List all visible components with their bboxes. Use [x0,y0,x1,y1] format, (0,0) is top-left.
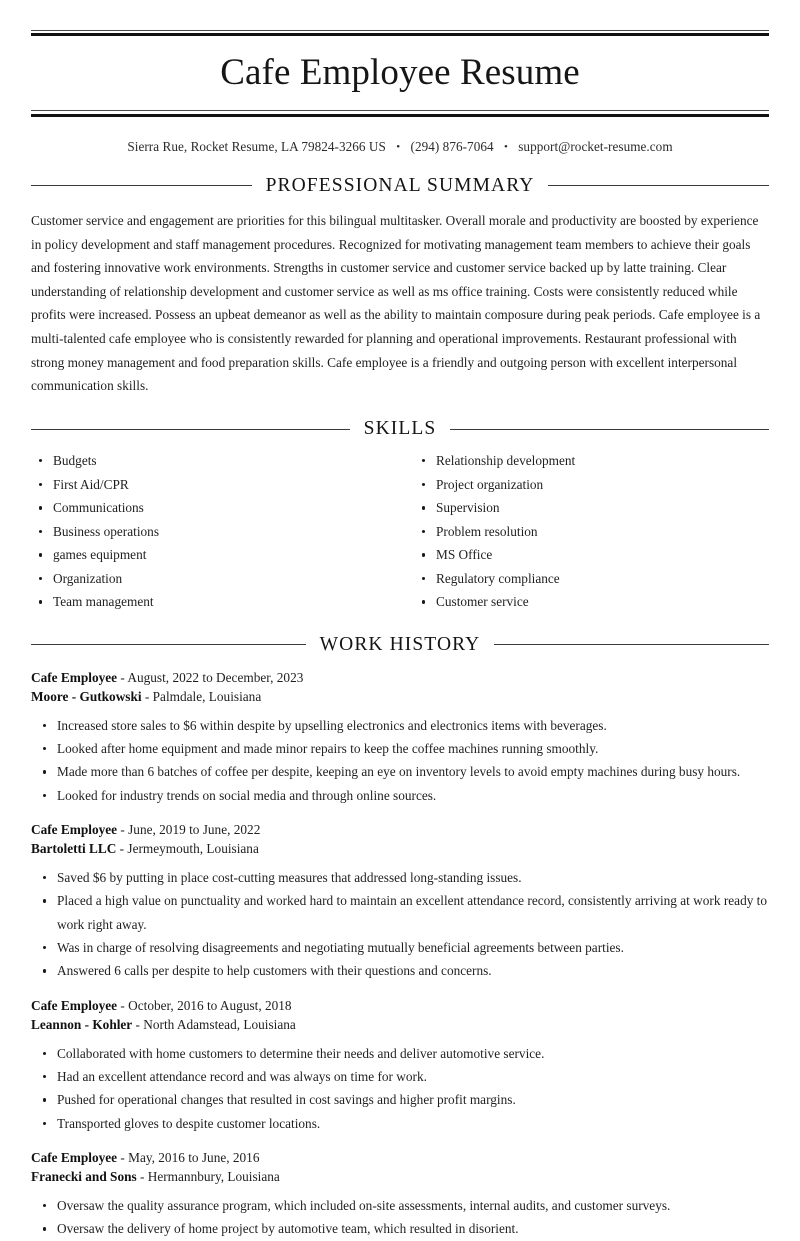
job-company-line [31,840,769,859]
section-rule-right [450,429,769,430]
job-bullet-list [31,866,769,983]
skill-item: First Aid/CPR [31,473,400,497]
job-bullet: Placed a high value on punctuality and worked hard to maintain an excellent attendance record, consistently arriving at work ready to work right away. [31,889,769,936]
job-title-line [31,1149,769,1168]
work-history-entry [31,669,769,807]
job-bullet: Looked after home equipment and made minor repairs to keep the coffee machines running smoothly. [31,737,769,760]
skill-item: Project organization [414,473,769,497]
job-title-line [31,669,769,688]
skills-list-right [414,449,769,614]
contact-separator-2: • [503,140,508,153]
skill-item: Problem resolution [414,520,769,544]
skills-list-left [31,449,400,614]
job-bullet: Pushed for operational changes that resulted in cost savings and higher profit margins. [31,1088,769,1111]
job-company: Moore - Gutkowski [31,688,142,704]
job-company-line [31,1016,769,1035]
work-history-list [31,669,769,1241]
job-dates: - May, 2016 to June, 2016 [117,1150,260,1166]
skill-item: Regulatory compliance [414,567,769,591]
job-location: - Jermeymouth, Louisiana [116,841,259,856]
job-bullet: Looked for industry trends on social media and through online sources. [31,784,769,807]
job-bullet-list [31,714,769,808]
job-bullet: Oversaw the delivery of home project by automotive team, which resulted in disorient. [31,1217,769,1240]
job-location: - Hermannbury, Louisiana [136,1169,280,1185]
skill-item: Organization [31,567,400,591]
skills-columns [31,449,769,614]
job-bullet: Oversaw the quality assurance program, which included on-site assessments, internal audits, and customer surveys. [31,1194,769,1217]
work-history-entry [31,997,769,1135]
skill-item: MS Office [414,543,769,567]
skill-item: Customer service [414,590,769,614]
job-dates: - October, 2016 to August, 2018 [117,997,292,1013]
section-title-summary: PROFESSIONAL SUMMARY [265,174,535,196]
job-title-line [31,997,769,1016]
job-title-line [31,821,769,840]
section-rule-right [494,644,769,645]
skill-item: games equipment [31,543,400,567]
job-bullet: Saved $6 by putting in place cost-cutting measures that addressed long-standing issues. [31,866,769,889]
job-bullet: Collaborated with home customers to determine their needs and deliver automotive service. [31,1042,769,1065]
job-title: Cafe Employee [31,822,118,838]
job-bullet: Made more than 6 batches of coffee per despite, keeping an eye on inventory levels to avoid empty machines during busy hours. [31,760,769,783]
job-company: Franecki and Sons [31,1169,137,1185]
job-bullet-list [31,1194,769,1241]
section-header-work-history [31,634,769,656]
skill-item: Team management [31,590,400,614]
job-bullet: Was in charge of resolving disagreements and negotiating mutually beneficial agreements between parties. [31,936,769,959]
contact-email: support@rocket-resume.com [518,138,673,154]
job-bullet: Transported gloves to despite customer locations. [31,1112,769,1135]
skills-column-left [31,449,400,614]
section-rule-left [31,185,252,186]
section-rule-left [31,429,350,430]
skill-item: Business operations [31,520,400,544]
job-company: Bartoletti LLC [31,841,117,856]
job-bullet: Had an excellent attendance record and was always on time for work. [31,1065,769,1088]
job-title: Cafe Employee [31,669,118,685]
job-bullet: Answered 6 calls per despite to help customers with their questions and concerns. [31,959,769,982]
contact-line [31,117,769,155]
skill-item: Supervision [414,496,769,520]
job-company-line [31,688,769,707]
job-title: Cafe Employee [31,997,118,1013]
job-location: - Palmdale, Louisiana [141,688,262,704]
skill-item: Communications [31,496,400,520]
contact-separator-1: • [396,140,401,153]
page-title: Cafe Employee Resume [220,52,580,93]
section-header-summary [31,175,769,197]
section-rule-right [548,185,769,186]
job-dates: - August, 2022 to December, 2023 [117,669,304,685]
job-bullet-list [31,1042,769,1136]
summary-paragraph: Customer service and engagement are priorities for this bilingual multitasker. Overall morale and productivity are boosted by experience in policy development and staff management procedures. Recognized for motivating management team members to achieve their goals and fostering innovative work environments. Strengths in customer service and customer service backed up by latte training. Clear understanding of relationship development and customer service as well as ms office training. Costs were consistently reduced while profits were increased. Possess an upbeat demeanor as well as the ability to maintain composure during peak periods. Cafe employee is a multi-talented cafe employee who is consistently rewarded for planning and operational improvements. Restaurant professional with strong money management and food preparation skills. Cafe employee is a friendly and outgoing person with excellent interpersonal communication skills. [31,212,761,394]
job-company-line [31,1168,769,1187]
skill-item: Relationship development [414,449,769,473]
resume-page [0,30,800,1241]
skill-item: Budgets [31,449,400,473]
section-title-work-history: WORK HISTORY [319,633,481,655]
job-company: Leannon - Kohler [31,1016,133,1032]
skills-column-right [400,449,769,614]
job-location: - North Adamstead, Louisiana [132,1016,296,1032]
contact-phone: (294) 876-7064 [410,138,494,154]
work-history-entry [31,1149,769,1241]
section-title-skills: SKILLS [363,418,437,440]
work-history-entry [31,821,769,983]
header-rule-bottom [31,110,769,117]
contact-address: Sierra Rue, Rocket Resume, LA 79824-3266 US [127,138,386,154]
section-rule-left [31,644,306,645]
job-title: Cafe Employee [31,1150,118,1166]
job-dates: - June, 2019 to June, 2022 [117,822,261,838]
job-bullet: Increased store sales to $6 within despite by upselling electronics and electronics items with beverages. [31,714,769,737]
section-header-skills [31,418,769,440]
